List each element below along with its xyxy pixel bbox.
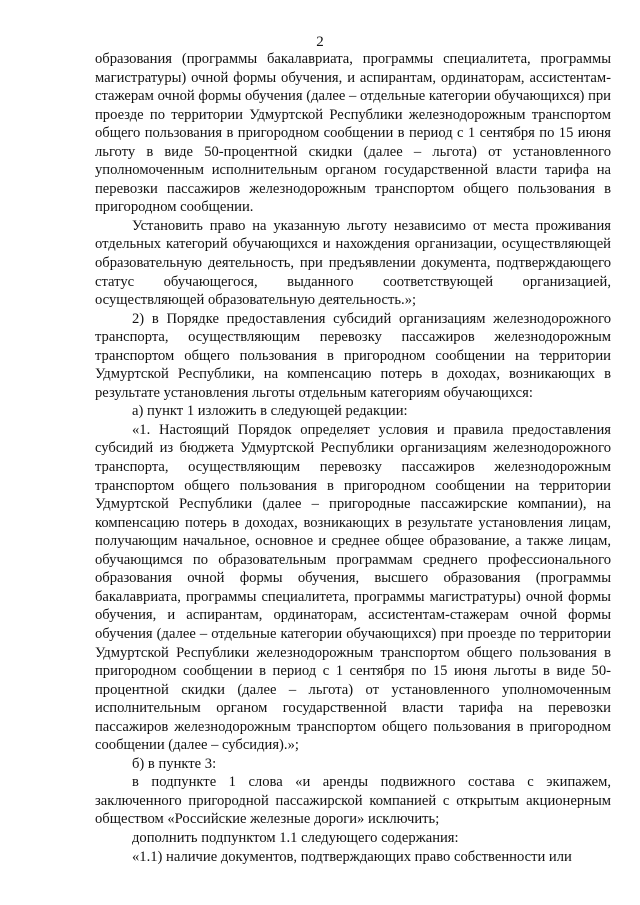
document-body	[95, 50, 611, 866]
paragraph: «1.1) наличие документов, подтверждающих право собственности или	[132, 848, 572, 865]
paragraph: дополнить подпунктом 1.1 следующего содержания:	[132, 829, 459, 846]
paragraph: б) в пункте 3:	[132, 755, 217, 772]
paragraph: образования (программы бакалавриата, программы специалитета, программы магистратуры) очной формы обучения, и аспирантам, ординаторам, ассистентам-стажерам очной формы обучения (далее – отдельные категории обучающихся) при проезде по территории Удмуртской Республики железнодорожным транспортом общего пользования в пригородном сообщении в период с 1 сентября по 15 июня льготу в виде 50-процентной скидки (далее – льгота) от установленного уполномоченным исполнительным органом государственной власти тарифа на перевозки пассажиров железнодорожным транспортом общего пользования в пригородном сообщении.	[95, 51, 611, 216]
paragraph: а) пункт 1 изложить в следующей редакции:	[132, 403, 408, 420]
paragraph: в подпункте 1 слова «и аренды подвижного состава с экипажем, заключенного пригородной пассажирской компанией с открытым акционерным обществом «Российские железные дороги» исключить;	[95, 774, 611, 828]
paragraph: 2) в Порядке предоставления субсидий организациям железнодорожного транспорта, осуществляющим перевозку пассажиров железнодорожным транспортом общего пользования в пригородном сообщении на территории Удмуртской Республики, на компенсацию потерь в доходах, возникающих в результате установления льготы отдельным категориям обучающихся:	[95, 310, 611, 401]
paragraph: «1. Настоящий Порядок определяет условия и правила предоставления субсидий из бюджета Удмуртской Республики организациям железнодорожного транспорта, осуществляющим перевозку пассажиров железнодорожным транспортом общего пользования в пригородном сообщении на территории Удмуртской Республики (далее – пригородные пассажирские компании), на компенсацию потерь в доходах, возникающих в результате установления лицам, получающим начальное, основное и среднее общее образование, а также лицам, обучающимся по образовательным программам среднего профессионального образования очной формы обучения, высшего образования (программы бакалавриата, программы специалитета, программы магистратуры) очной формы обучения, и аспирантам, ординаторам, ассистентам-стажерам очной формы обучения (далее – отдельные категории обучающихся) при проезде по территории Удмуртской Республики железнодорожным транспортом общего пользования в пригородном сообщении в период с 1 сентября по 15 июня льготы в виде 50-процентной скидки (далее – льгота) от установленного уполномоченным исполнительным органом государственной власти тарифа на перевозки пассажиров железнодорожным транспортом общего пользования в пригородном сообщении (далее – субсидия).»;	[95, 421, 611, 754]
page-number: 2	[316, 34, 324, 50]
paragraph: Установить право на указанную льготу независимо от места проживания отдельных категорий обучающихся и нахождения организации, осуществляющей образовательную деятельность, при предъявлении документа, подтверждающего статус обучающегося, выданного соответствующей организацией, осуществляющей образовательную деятельность.»;	[95, 217, 611, 309]
